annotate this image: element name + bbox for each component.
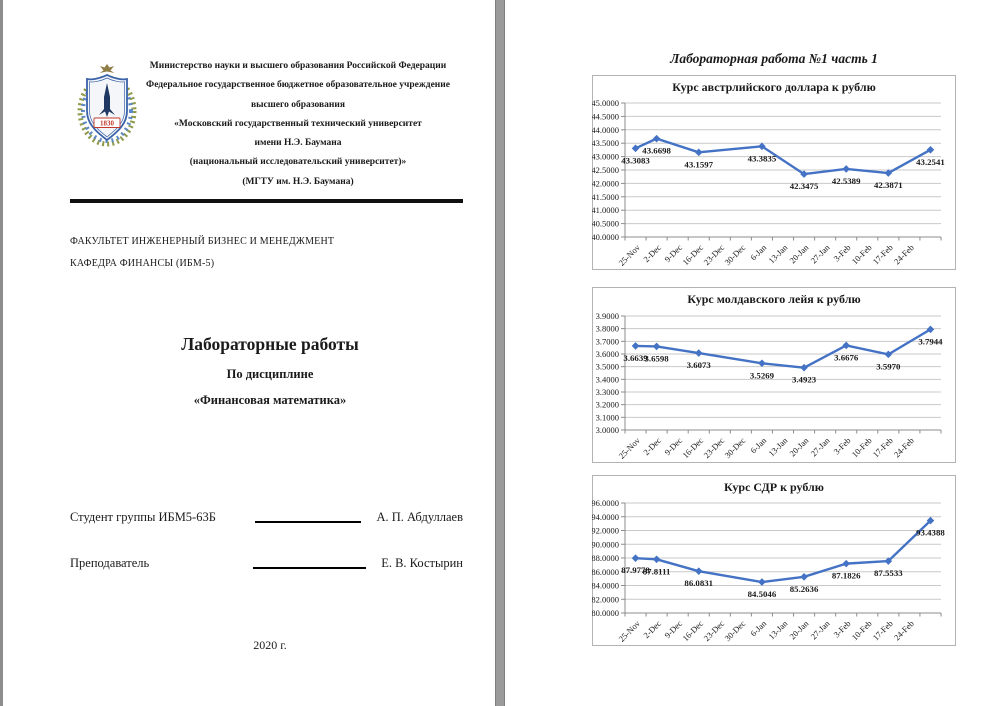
x-axis-label: 3-Feb: [831, 618, 853, 640]
x-axis-label: 2-Dec: [641, 618, 664, 641]
department-line: КАФЕДРА ФИНАНСЫ (ИБМ-5): [70, 258, 215, 269]
y-axis-label: 96.0000: [592, 498, 619, 508]
y-axis-label: 3.3000: [595, 387, 619, 397]
banner-year: 1830: [100, 119, 114, 128]
x-axis-label: 30-Dec: [722, 242, 748, 268]
x-axis-label: 10-Feb: [849, 242, 874, 267]
document-subtitle-course: «Финансовая математика»: [193, 393, 347, 407]
header-line: Федеральное государственное бюджетное образовательное учреждение: [146, 80, 450, 91]
x-axis-label: 30-Dec: [722, 435, 748, 461]
data-point-label: 84.5046: [747, 589, 777, 600]
y-axis-label: 3.9000: [595, 311, 619, 321]
y-axis-label: 3.0000: [595, 425, 619, 435]
page-divider: [495, 0, 505, 706]
data-point-label: 3.6676: [834, 352, 859, 363]
chart-title: Курс молдавского лейя к рублю: [687, 292, 861, 306]
header-line: высшего образования: [251, 99, 345, 110]
data-point-label: 87.5533: [874, 568, 903, 579]
y-axis-label: 3.5000: [595, 361, 619, 372]
x-axis-label: 23-Dec: [701, 618, 727, 644]
student-name: А. П. Абдуллаев: [376, 510, 463, 524]
student-label: Студент группы ИБМ5-63Б: [70, 510, 216, 524]
x-axis-label: 6-Jan: [748, 618, 769, 639]
data-point-label: 43.3083: [621, 155, 650, 166]
data-point-label: 42.3871: [874, 180, 903, 191]
y-axis-label: 80.0000: [592, 608, 619, 618]
data-point-label: 43.1597: [684, 159, 714, 170]
data-point-label: 3.4923: [791, 374, 817, 385]
y-axis-label: 40.5000: [592, 218, 619, 229]
x-axis-label: 9-Dec: [662, 618, 685, 641]
y-axis-label: 45.0000: [592, 98, 619, 108]
x-axis-label: 17-Feb: [870, 435, 895, 460]
document-subtitle-discipline: По дисциплине: [226, 367, 314, 381]
y-axis-label: 44.0000: [592, 124, 619, 135]
y-axis-label: 42.5000: [592, 165, 619, 175]
y-axis-label: 90.0000: [592, 539, 619, 550]
x-axis-label: 2-Dec: [641, 435, 664, 458]
x-axis-label: 10-Feb: [849, 618, 874, 643]
y-axis-label: 92.0000: [592, 525, 619, 536]
x-axis-label: 17-Feb: [870, 618, 895, 643]
data-point-label: 87.1826: [831, 570, 861, 581]
chart-canvas: [592, 475, 956, 646]
x-axis-label: 25-Nov: [616, 618, 642, 644]
header-line: (МГТУ им. Н.Э. Баумана): [242, 176, 354, 187]
x-axis-label: 6-Jan: [748, 242, 769, 263]
x-axis-label: 30-Dec: [722, 618, 748, 644]
eagle-icon: [100, 64, 115, 73]
x-axis-label: 16-Dec: [680, 242, 706, 268]
y-axis-label: 86.0000: [592, 566, 619, 577]
data-point-label: 93.4388: [916, 527, 945, 538]
x-axis-label: 23-Dec: [701, 242, 727, 268]
data-point-label: 87.8111: [642, 566, 671, 577]
x-axis-label: 3-Feb: [831, 435, 853, 457]
chart-border: [593, 476, 956, 646]
lab-work-title: Лабораторная работа №1 часть 1: [670, 51, 878, 66]
data-point-label: 42.5389: [831, 175, 861, 186]
chart-title: Курс СДР к рублю: [724, 480, 824, 494]
university-emblem-logo: [76, 63, 138, 149]
x-axis-label: 13-Jan: [766, 618, 790, 642]
data-point-label: 87.9778: [621, 565, 650, 576]
chart-border: [593, 76, 956, 270]
y-axis-label: 94.0000: [592, 511, 619, 522]
x-axis-label: 16-Dec: [680, 435, 706, 461]
x-axis-label: 24-Feb: [891, 435, 916, 460]
x-axis-label: 6-Jan: [748, 435, 769, 456]
y-axis-label: 40.0000: [592, 232, 619, 242]
data-point-label: 85.2636: [789, 583, 819, 594]
data-point-label: 3.6073: [686, 360, 711, 371]
y-axis-label: 3.7000: [595, 336, 619, 347]
x-axis-label: 13-Jan: [766, 435, 790, 459]
header-line: (национальный исследовательский университет)»: [189, 157, 407, 168]
header-line: Министерство науки и высшего образования Российской Федерации: [149, 61, 447, 71]
y-axis-label: 3.8000: [595, 323, 619, 334]
y-axis-label: 43.0000: [592, 151, 619, 162]
x-axis-label: 16-Dec: [680, 618, 706, 644]
x-axis-label: 27-Jan: [808, 618, 832, 642]
data-point-label: 3.5970: [876, 361, 901, 372]
data-point-label: 3.7944: [918, 336, 943, 347]
data-point-label: 3.6639: [623, 352, 648, 363]
chart-aud-rub: [592, 75, 956, 270]
x-axis-label: 27-Jan: [808, 435, 832, 459]
y-axis-label: 82.0000: [592, 594, 619, 605]
header-rule: [70, 199, 463, 203]
teacher-name: Е. В. Костырин: [381, 556, 463, 570]
data-point-label: 42.3475: [789, 181, 819, 192]
chart-sdr-rub: [592, 475, 956, 646]
data-point-label: 3.5269: [749, 370, 775, 381]
faculty-line: ФАКУЛЬТЕТ ИНЖЕНЕРНЫЙ БИЗНЕС И МЕНЕДЖМЕНТ: [70, 236, 335, 247]
y-axis-label: 3.6000: [595, 349, 619, 359]
y-axis-label: 43.5000: [592, 138, 619, 149]
x-axis-label: 20-Jan: [787, 618, 811, 642]
x-axis-label: 2-Dec: [641, 242, 664, 265]
y-axis-label: 84.0000: [592, 580, 619, 591]
header-line: имени Н.Э. Баумана: [254, 138, 342, 149]
x-axis-label: 25-Nov: [616, 435, 642, 461]
x-axis-label: 17-Feb: [870, 242, 895, 267]
y-axis-label: 3.2000: [595, 399, 619, 410]
chart-title: Курс австрлийского доллара к рублю: [672, 80, 876, 94]
data-point-label: 3.6598: [644, 353, 669, 364]
x-axis-label: 24-Feb: [891, 242, 916, 267]
chart-canvas: [592, 287, 956, 463]
x-axis-label: 23-Dec: [701, 435, 727, 461]
x-axis-label: 10-Feb: [849, 435, 874, 460]
data-point-label: 86.0831: [684, 578, 714, 589]
data-point-label: 43.6698: [642, 145, 671, 156]
page-title-sheet: [3, 0, 495, 706]
y-axis-label: 88.0000: [592, 553, 619, 563]
x-axis-label: 27-Jan: [808, 242, 832, 266]
x-axis-label: 24-Feb: [891, 618, 916, 643]
x-axis-label: 3-Feb: [831, 242, 853, 264]
x-axis-label: 20-Jan: [787, 435, 811, 459]
y-axis-label: 44.5000: [592, 111, 619, 122]
x-axis-label: 13-Jan: [766, 242, 790, 266]
y-axis-label: 41.0000: [592, 205, 619, 216]
data-point-label: 43.3835: [747, 153, 777, 164]
x-axis-label: 9-Dec: [662, 242, 685, 265]
page-charts-sheet: [505, 0, 1000, 706]
x-axis-label: 20-Jan: [787, 242, 811, 266]
x-axis-label: 9-Dec: [662, 435, 685, 458]
x-axis-label: 25-Nov: [616, 242, 642, 268]
header-line: «Московский государственный технический университет: [174, 118, 422, 129]
teacher-label: Преподаватель: [70, 556, 150, 570]
chart-canvas: [592, 75, 956, 270]
y-axis-label: 41.5000: [592, 191, 619, 202]
chart-mdl-rub: [592, 287, 956, 463]
y-axis-label: 42.0000: [592, 178, 619, 189]
y-axis-label: 3.4000: [595, 374, 619, 385]
ministry-header: [130, 57, 466, 192]
data-point-label: 43.2541: [916, 156, 945, 167]
document-title: Лабораторные работы: [181, 334, 359, 354]
y-axis-label: 3.1000: [595, 412, 619, 423]
year-line: 2020 г.: [253, 638, 287, 652]
